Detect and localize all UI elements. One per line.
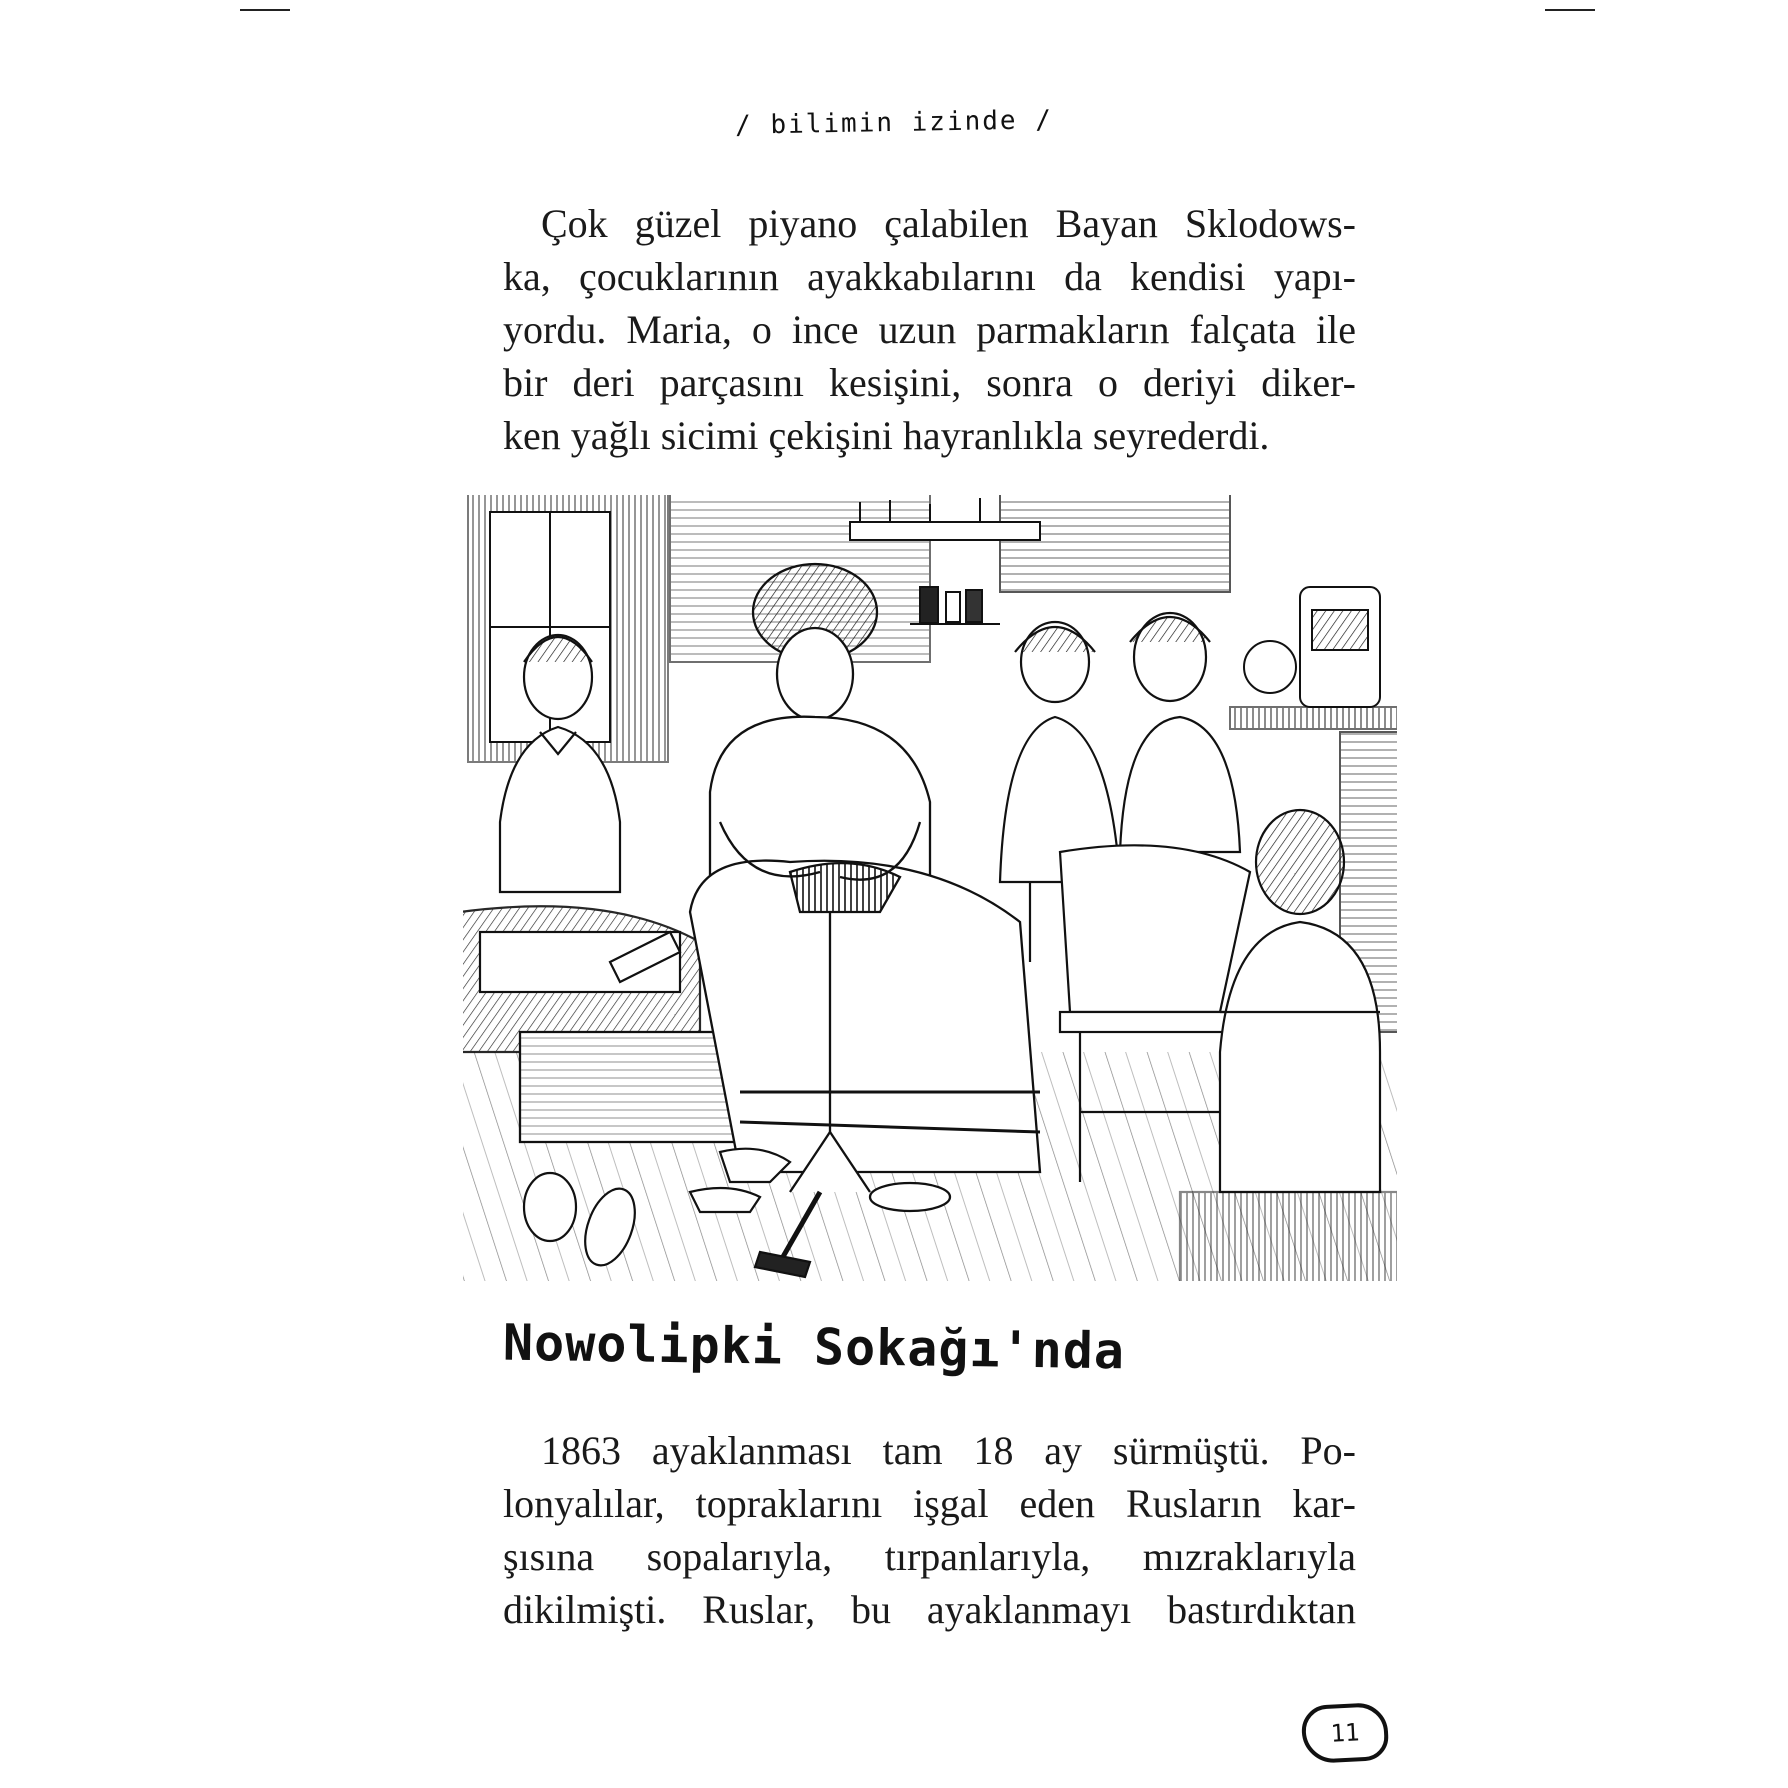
- paragraph-line: yordu. Maria, o ince uzun parmakların falçata ile: [503, 307, 1356, 352]
- paragraph-line: Çok güzel piyano çalabilen Bayan Sklodows-: [541, 201, 1356, 246]
- paragraph-line: ka, çocuklarının ayakkabılarını da kendisi yapı-: [503, 254, 1356, 299]
- running-head: / bilimin izinde /: [734, 105, 1054, 141]
- paragraph-line: şısına sopalarıyla, tırpanlarıyla, mızraklarıyla: [503, 1534, 1356, 1579]
- crop-mark-left: [240, 9, 290, 11]
- shoemaking-illustration: [460, 492, 1400, 1284]
- paragraph-line: 1863 ayaklanması tam 18 ay sürmüştü. Po-: [541, 1428, 1356, 1473]
- paragraph-line: bir deri parçasını kesişini, sonra o deriyi diker-: [503, 360, 1356, 405]
- paragraph-line: lonyalılar, topraklarını işgal eden Rusların kar-: [503, 1481, 1356, 1526]
- section-title: Nowolipki Sokağı'nda: [502, 1313, 1126, 1381]
- crop-mark-right: [1545, 9, 1595, 11]
- paragraph-line: dikilmişti. Ruslar, bu ayaklanmayı bastırdıktan: [503, 1587, 1356, 1632]
- paragraph-1: [503, 197, 1356, 462]
- paragraph-line: ken yağlı sicimi çekişini hayranlıkla seyrederdi.: [503, 413, 1270, 458]
- page-number: 11: [1301, 1702, 1390, 1764]
- paragraph-2: [503, 1424, 1356, 1636]
